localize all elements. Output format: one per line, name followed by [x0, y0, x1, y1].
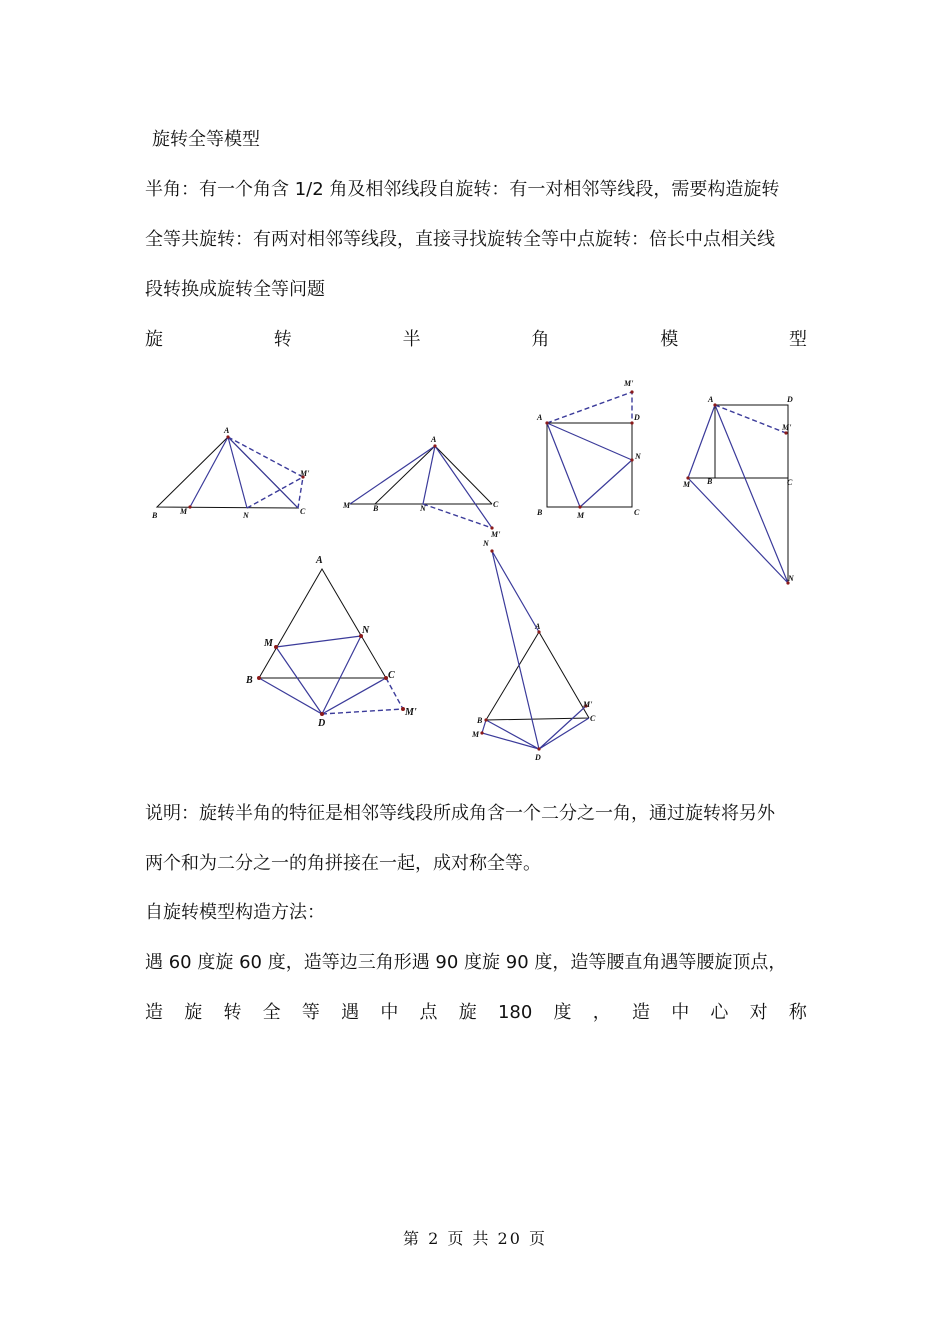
method-line2-char: 点: [419, 1002, 438, 1023]
figure-1: [151, 426, 310, 520]
method-line2-char: 造: [631, 1002, 650, 1023]
method-line2-char: 度: [553, 1002, 572, 1023]
para2-line1: 说明：旋转半角的特征是相邻等线段所成角含一个二分之一角，通过旋转将另外: [145, 803, 775, 824]
fig2-label-m: M: [343, 501, 351, 510]
fig4-label-a: A: [708, 395, 714, 404]
fig2-label-m-prime: M': [491, 530, 501, 539]
fig1-label-b: B: [152, 511, 158, 520]
para2-line2: 两个和为二分之一的角拼接在一起，成对称全等。: [145, 853, 541, 874]
method-line2-char: 心: [710, 1002, 729, 1023]
fig5-label-m-prime: M': [405, 707, 417, 718]
fig3-label-m-prime: M': [624, 379, 634, 388]
fig4-label-n: N: [788, 574, 794, 583]
method-line2-char: ，: [592, 1002, 611, 1023]
section-title-char: 型: [788, 329, 807, 350]
method-line2-char: 中: [671, 1002, 690, 1023]
fig4-label-d: D: [787, 395, 793, 404]
para1-line2: 全等共旋转：有两对相邻等线段，直接寻找旋转全等中点旋转：倍长中点相关线: [145, 229, 775, 250]
section-title-char: 角: [531, 329, 550, 350]
fig5-label-n: N: [362, 625, 370, 636]
fig5-label-d: D: [318, 718, 326, 729]
fig2-label-n: N: [420, 504, 426, 513]
method-line2-char: 全: [262, 1002, 281, 1023]
section-title-char: 转: [273, 329, 292, 350]
page-footer: 第 2 页 共 20 页: [403, 1229, 547, 1248]
method-line2-char: 称: [788, 1002, 807, 1023]
heading: 旋转全等模型: [152, 129, 260, 150]
fig5-label-b: B: [246, 675, 253, 686]
fig2-label-b: B: [373, 504, 379, 513]
fig1-label-m-prime: M': [300, 469, 310, 478]
figure-6: [471, 539, 596, 762]
method-line2-char: 旋: [184, 1002, 203, 1023]
fig6-label-m-prime: M': [583, 700, 593, 709]
section-title-char: 旋: [145, 329, 163, 350]
section-title-char: 半: [402, 329, 421, 350]
fig6-label-a: A: [535, 622, 541, 631]
fig1-label-a: A: [224, 426, 230, 435]
method-line2-char: 转: [223, 1002, 242, 1023]
fig6-label-b: B: [477, 716, 483, 725]
method-line2-char: 180: [497, 1002, 533, 1023]
figure-5: [245, 555, 417, 729]
method-line2: [145, 1001, 807, 1025]
fig5-label-c: C: [388, 670, 395, 681]
fig6-label-c: C: [590, 714, 596, 723]
method-line1: 遇 60 度旋 60 度，造等边三角形遇 90 度旋 90 度，造等腰直角遇等腰旋顶点，: [145, 952, 787, 973]
fig3-label-a: A: [537, 413, 543, 422]
fig1-label-m: M: [180, 507, 188, 516]
fig6-label-m: M: [472, 730, 480, 739]
fig2-label-a: A: [431, 435, 437, 444]
figure-2: [342, 435, 501, 539]
section-title-char: 模: [660, 329, 679, 350]
fig1-label-c: C: [300, 507, 306, 516]
para1-line3: 段转换成旋转全等问题: [145, 279, 325, 300]
method-line2-char: 中: [380, 1002, 399, 1023]
fig4-label-c: C: [787, 478, 793, 487]
fig3-label-b: B: [537, 508, 543, 517]
method-line2-char: 对: [749, 1002, 768, 1023]
fig5-label-a: A: [316, 555, 323, 566]
fig6-label-n: N: [483, 539, 489, 548]
figure-3: [536, 379, 642, 520]
figure-4: [682, 395, 795, 585]
fig4-label-m-prime: M': [782, 423, 792, 432]
method-title: 自旋转模型构造方法：: [145, 902, 325, 923]
method-line2-char: 旋: [458, 1002, 477, 1023]
fig3-label-c: C: [634, 508, 640, 517]
method-line2-char: 遇: [341, 1002, 360, 1023]
fig3-label-d: D: [634, 413, 640, 422]
fig2-label-c: C: [493, 500, 499, 509]
fig5-label-m: M: [264, 638, 273, 649]
fig4-label-m: M: [683, 480, 691, 489]
fig3-label-m: M: [577, 511, 585, 520]
fig6-label-d: D: [535, 753, 541, 762]
method-line2-char: 造: [145, 1002, 163, 1023]
para1-line1: 半角：有一个角含 1/2 角及相邻线段自旋转：有一对相邻等线段，需要构造旋转: [145, 179, 780, 200]
method-line2-char: 等: [301, 1002, 320, 1023]
fig3-label-n: N: [635, 452, 641, 461]
fig4-label-b: B: [707, 477, 713, 486]
fig1-label-n: N: [243, 511, 249, 520]
